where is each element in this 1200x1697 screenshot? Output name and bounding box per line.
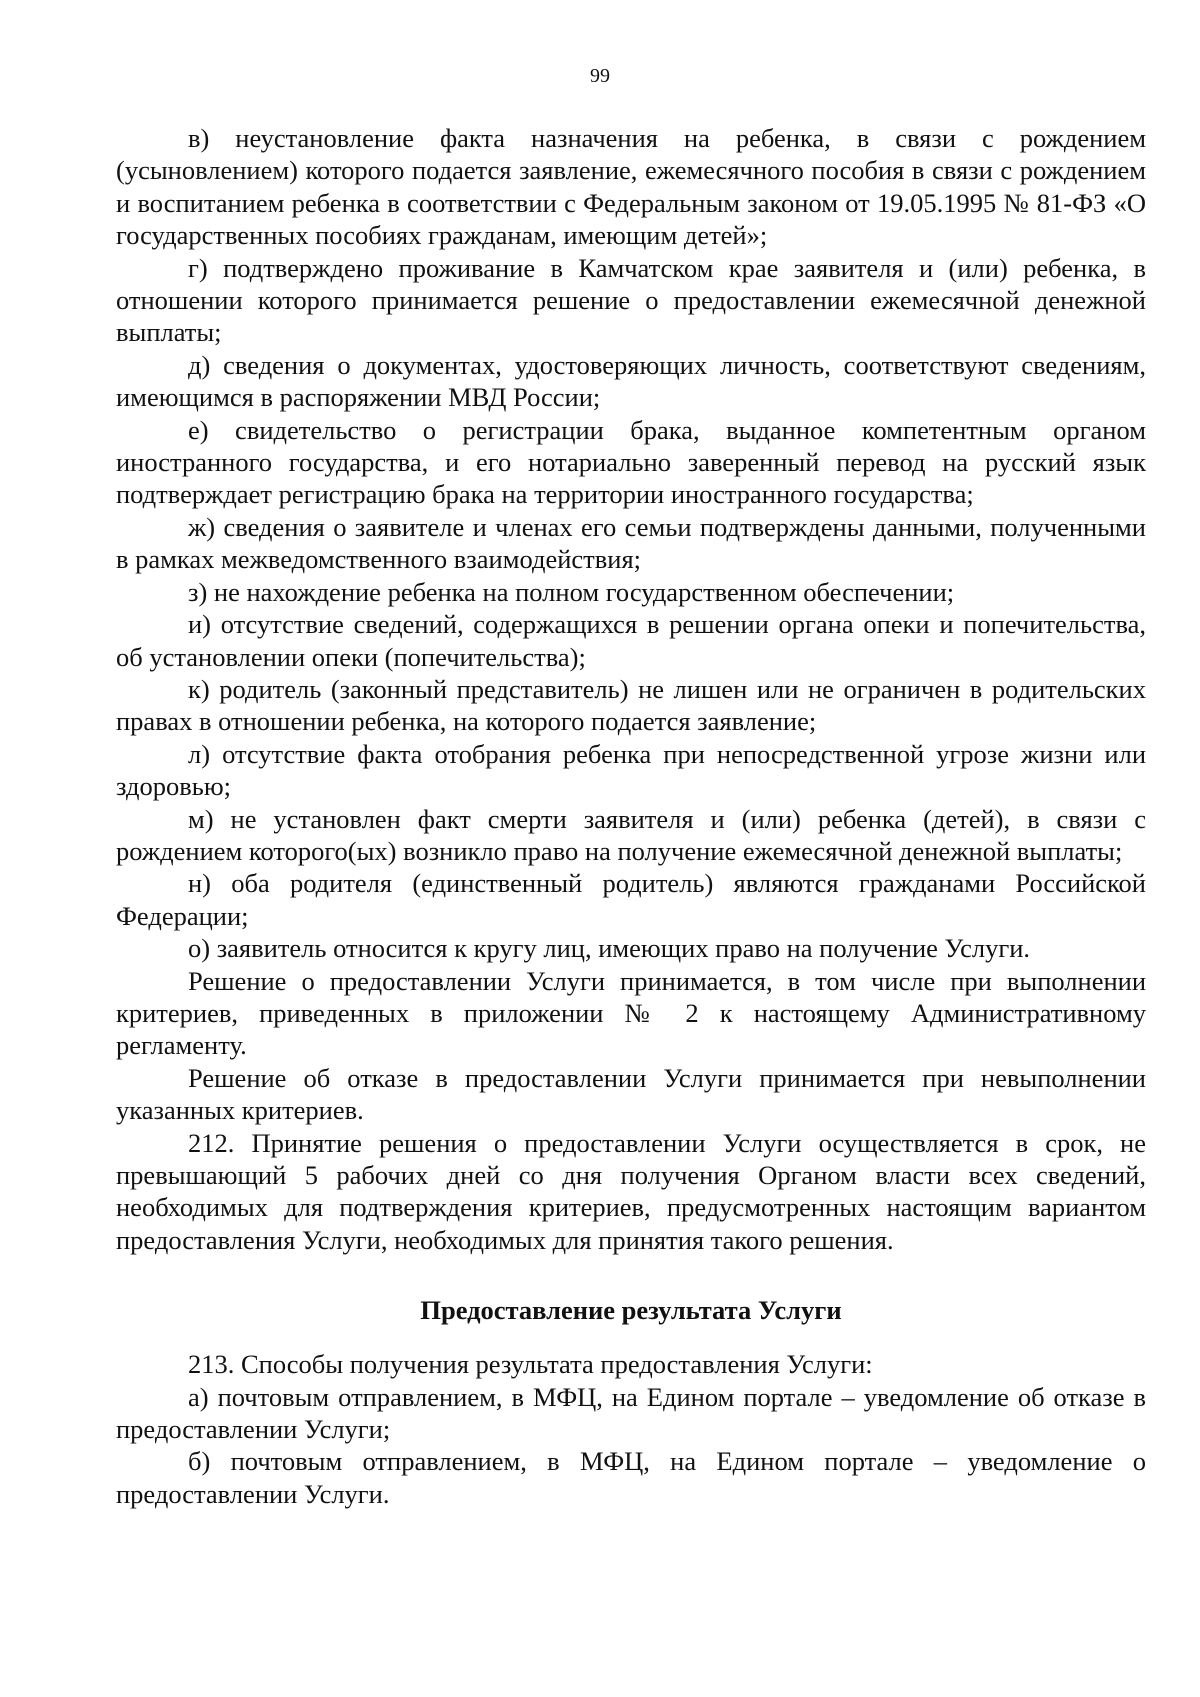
paragraph-decision-grant: Решение о предоставлении Услуги принимается, в том числе при выполнении критериев, приведенных в приложении № 2 к настоящему Административному регламенту. (116, 965, 1146, 1061)
page-number: 99 (590, 65, 610, 87)
paragraph-o: о) заявитель относится к кругу лиц, имеющих право на получение Услуги. (188, 933, 1031, 964)
paragraph-a: а) почтовым отправлением, в МФЦ, на Едином портале – уведомление об отказе в предоставлении Услуги; (116, 1381, 1146, 1445)
section-heading: Предоставление результата Услуги (420, 1295, 842, 1326)
paragraph-v: в) неустановление факта назначения на ребенка, в связи с рождением (усыновлением) которого подается заявление, ежемесячного пособия в связи с рождением и воспитанием ребенка в соответствии с Федеральным законом от 19.05.1995 № 81-ФЗ «О государственных пособиях гражданам, имеющим детей»; (116, 123, 1146, 251)
paragraph-decision-refusal: Решение об отказе в предоставлении Услуги принимается при невыполнении указанных критериев. (116, 1062, 1146, 1126)
paragraph-m: м) не установлен факт смерти заявителя и (или) ребенка (детей), в связи с рождением которого(ых) возникло право на получение ежемесячной денежной выплаты; (116, 803, 1146, 866)
paragraph-212: 212. Принятие решения о предоставлении Услуги осуществляется в срок, не превышающий 5 рабочих дней со дня получения Органом власти всех сведений, необходимых для подтверждения критериев, предусмотренных настоящим вариантом предоставления Услуги, необходимых для принятия такого решения. (116, 1127, 1146, 1255)
paragraph-b: б) почтовым отправлением, в МФЦ, на Едином портале – уведомление о предоставлении Услуги. (116, 1446, 1146, 1509)
paragraph-l: л) отсутствие факта отобрания ребенка при непосредственной угрозе жизни или здоровью; (116, 738, 1146, 802)
paragraph-e: е) свидетельство о регистрации брака, выданное компетентным органом иностранного государства, и его нотариально заверенный перевод на русский язык подтверждает регистрацию брака на территории иностранного государства; (116, 414, 1146, 510)
paragraph-213: 213. Способы получения результата предоставления Услуги: (188, 1349, 873, 1380)
paragraph-zh: ж) сведения о заявителе и членах его семьи подтверждены данными, полученными в рамках межведомственного взаимодействия; (116, 511, 1146, 575)
paragraph-i: и) отсутствие сведений, содержащихся в решении органа опеки и попечительства, об установлении опеки (попечительства); (116, 609, 1146, 672)
paragraph-z: з) не нахождение ребенка на полном государственном обеспечении; (188, 576, 955, 607)
paragraph-d: д) сведения о документах, удостоверяющих личность, соответствуют сведениям, имеющимся в распоряжении МВД России; (116, 349, 1146, 413)
paragraph-k: к) родитель (законный представитель) не лишен или не ограничен в родительских правах в отношении ребенка, на которого подается заявление; (116, 673, 1146, 737)
document-body (116, 122, 1146, 1510)
paragraph-g: г) подтверждено проживание в Камчатском крае заявителя и (или) ребенка, в отношении которого принимается решение о предоставлении ежемесячной денежной выплаты; (116, 252, 1146, 348)
paragraph-n: н) оба родителя (единственный родитель) являются гражданами Российской Федерации; (116, 868, 1146, 931)
